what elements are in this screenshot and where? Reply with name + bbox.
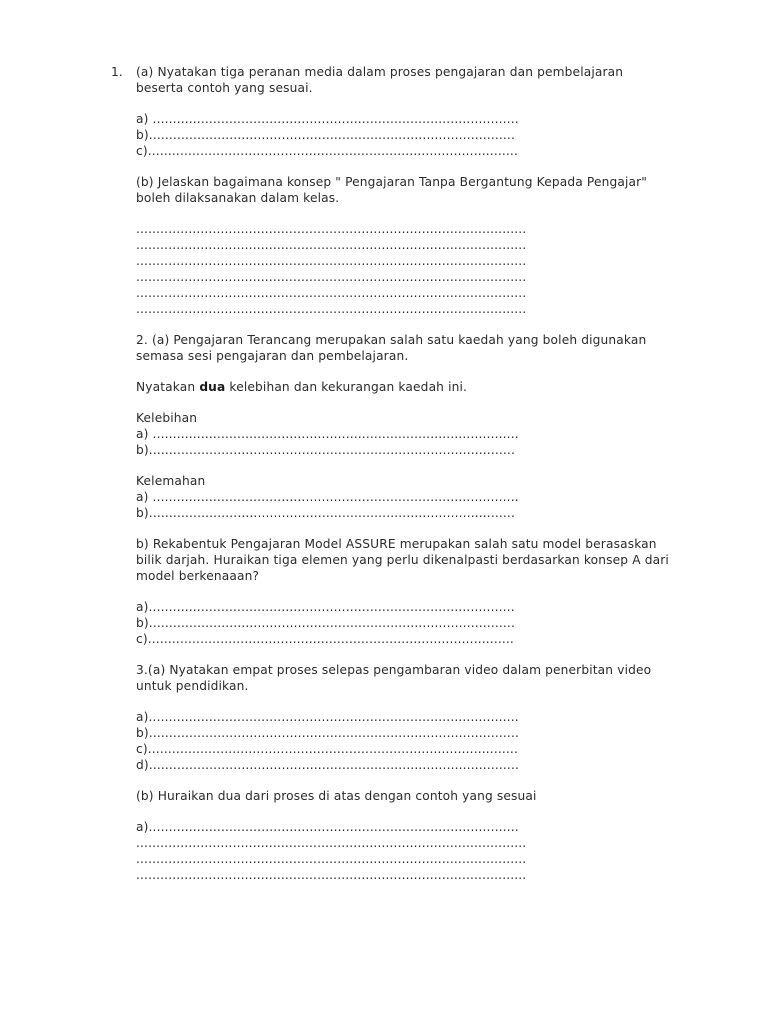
q2-instruction-prefix: Nyatakan: [136, 380, 200, 394]
kelebihan-heading: Kelebihan: [136, 411, 198, 425]
kelemahan-heading: Kelemahan: [136, 474, 206, 488]
q2a-text-line: semasa sesi pengajaran dan pembelajaran.: [136, 349, 409, 363]
q3a-text-line: 3.(a) Nyatakan empat proses selepas pengambaran video dalam penerbitan video: [136, 663, 652, 677]
q3a-text-line: untuk pendidikan.: [136, 679, 249, 693]
q2b-answer-line: a)...........................................................................................: [136, 600, 515, 614]
q3a-answer-line: b)............................................................................................: [136, 726, 520, 740]
q1b-text-line: boleh dilaksanakan dalam kelas.: [136, 191, 340, 205]
q1a-answer-line: b)...........................................................................................: [136, 128, 515, 142]
q2b-text-line: b) Rekabentuk Pengajaran Model ASSURE merupakan salah satu model berasaskan: [136, 537, 657, 551]
q1b-answer-line: .................................................................................................: [136, 254, 527, 268]
q3b-answer-line: a)............................................................................................: [136, 820, 519, 834]
kelemahan-answer-line: b)...........................................................................................: [136, 506, 515, 520]
q1b-text-line: (b) Jelaskan bagaimana konsep " Pengajaran Tanpa Bergantung Kepada Pengajar": [136, 175, 648, 189]
q1a-answer-line: a) ...........................................................................................: [136, 112, 519, 126]
q3a-answer-line: c)............................................................................................: [136, 742, 518, 756]
q3b-text-line: (b) Huraikan dua dari proses di atas dengan contoh yang sesuai: [136, 789, 537, 803]
q2b-text-line: bilik darjah. Huraikan tiga elemen yang perlu dikenalpasti berdasarkan konsep A dari: [136, 553, 669, 567]
q1b-answer-line: .................................................................................................: [136, 238, 527, 252]
q2-instruction-bold: dua: [199, 380, 226, 394]
q3b-answer-line: .................................................................................................: [136, 868, 527, 882]
kelebihan-answer-line: b)...........................................................................................: [136, 443, 515, 457]
q2-instruction: [136, 379, 696, 395]
q3b-answer-line: .................................................................................................: [136, 836, 527, 850]
kelebihan-answer-line: a) ...........................................................................................: [136, 427, 519, 441]
questions-content: [136, 64, 696, 883]
q1b-answer-line: .................................................................................................: [136, 286, 527, 300]
q3b-answer-line: .................................................................................................: [136, 852, 527, 866]
q1a-answer-line: c)............................................................................................: [136, 144, 518, 158]
q3a-answer-line: d)............................................................................................: [136, 758, 520, 772]
q1a-text-line: beserta contoh yang sesuai.: [136, 81, 313, 95]
q2a-text-line: 2. (a) Pengajaran Terancang merupakan salah satu kaedah yang boleh digunakan: [136, 333, 647, 347]
q1b-answer-line: .................................................................................................: [136, 222, 527, 236]
q1a-text-line: (a) Nyatakan tiga peranan media dalam proses pengajaran dan pembelajaran: [136, 65, 624, 79]
kelemahan-answer-line: a) ...........................................................................................: [136, 490, 519, 504]
q2b-text-line: model berkenaaan?: [136, 569, 260, 583]
q3a-answer-line: a)............................................................................................: [136, 710, 519, 724]
q2-instruction-suffix: kelebihan dan kekurangan kaedah ini.: [225, 380, 468, 394]
q1b-answer-line: .................................................................................................: [136, 302, 527, 316]
question-1-number: 1.: [111, 65, 123, 79]
q1b-answer-line: .................................................................................................: [136, 270, 527, 284]
q2b-answer-line: c)...........................................................................................: [136, 632, 514, 646]
q2b-answer-line: b)...........................................................................................: [136, 616, 515, 630]
